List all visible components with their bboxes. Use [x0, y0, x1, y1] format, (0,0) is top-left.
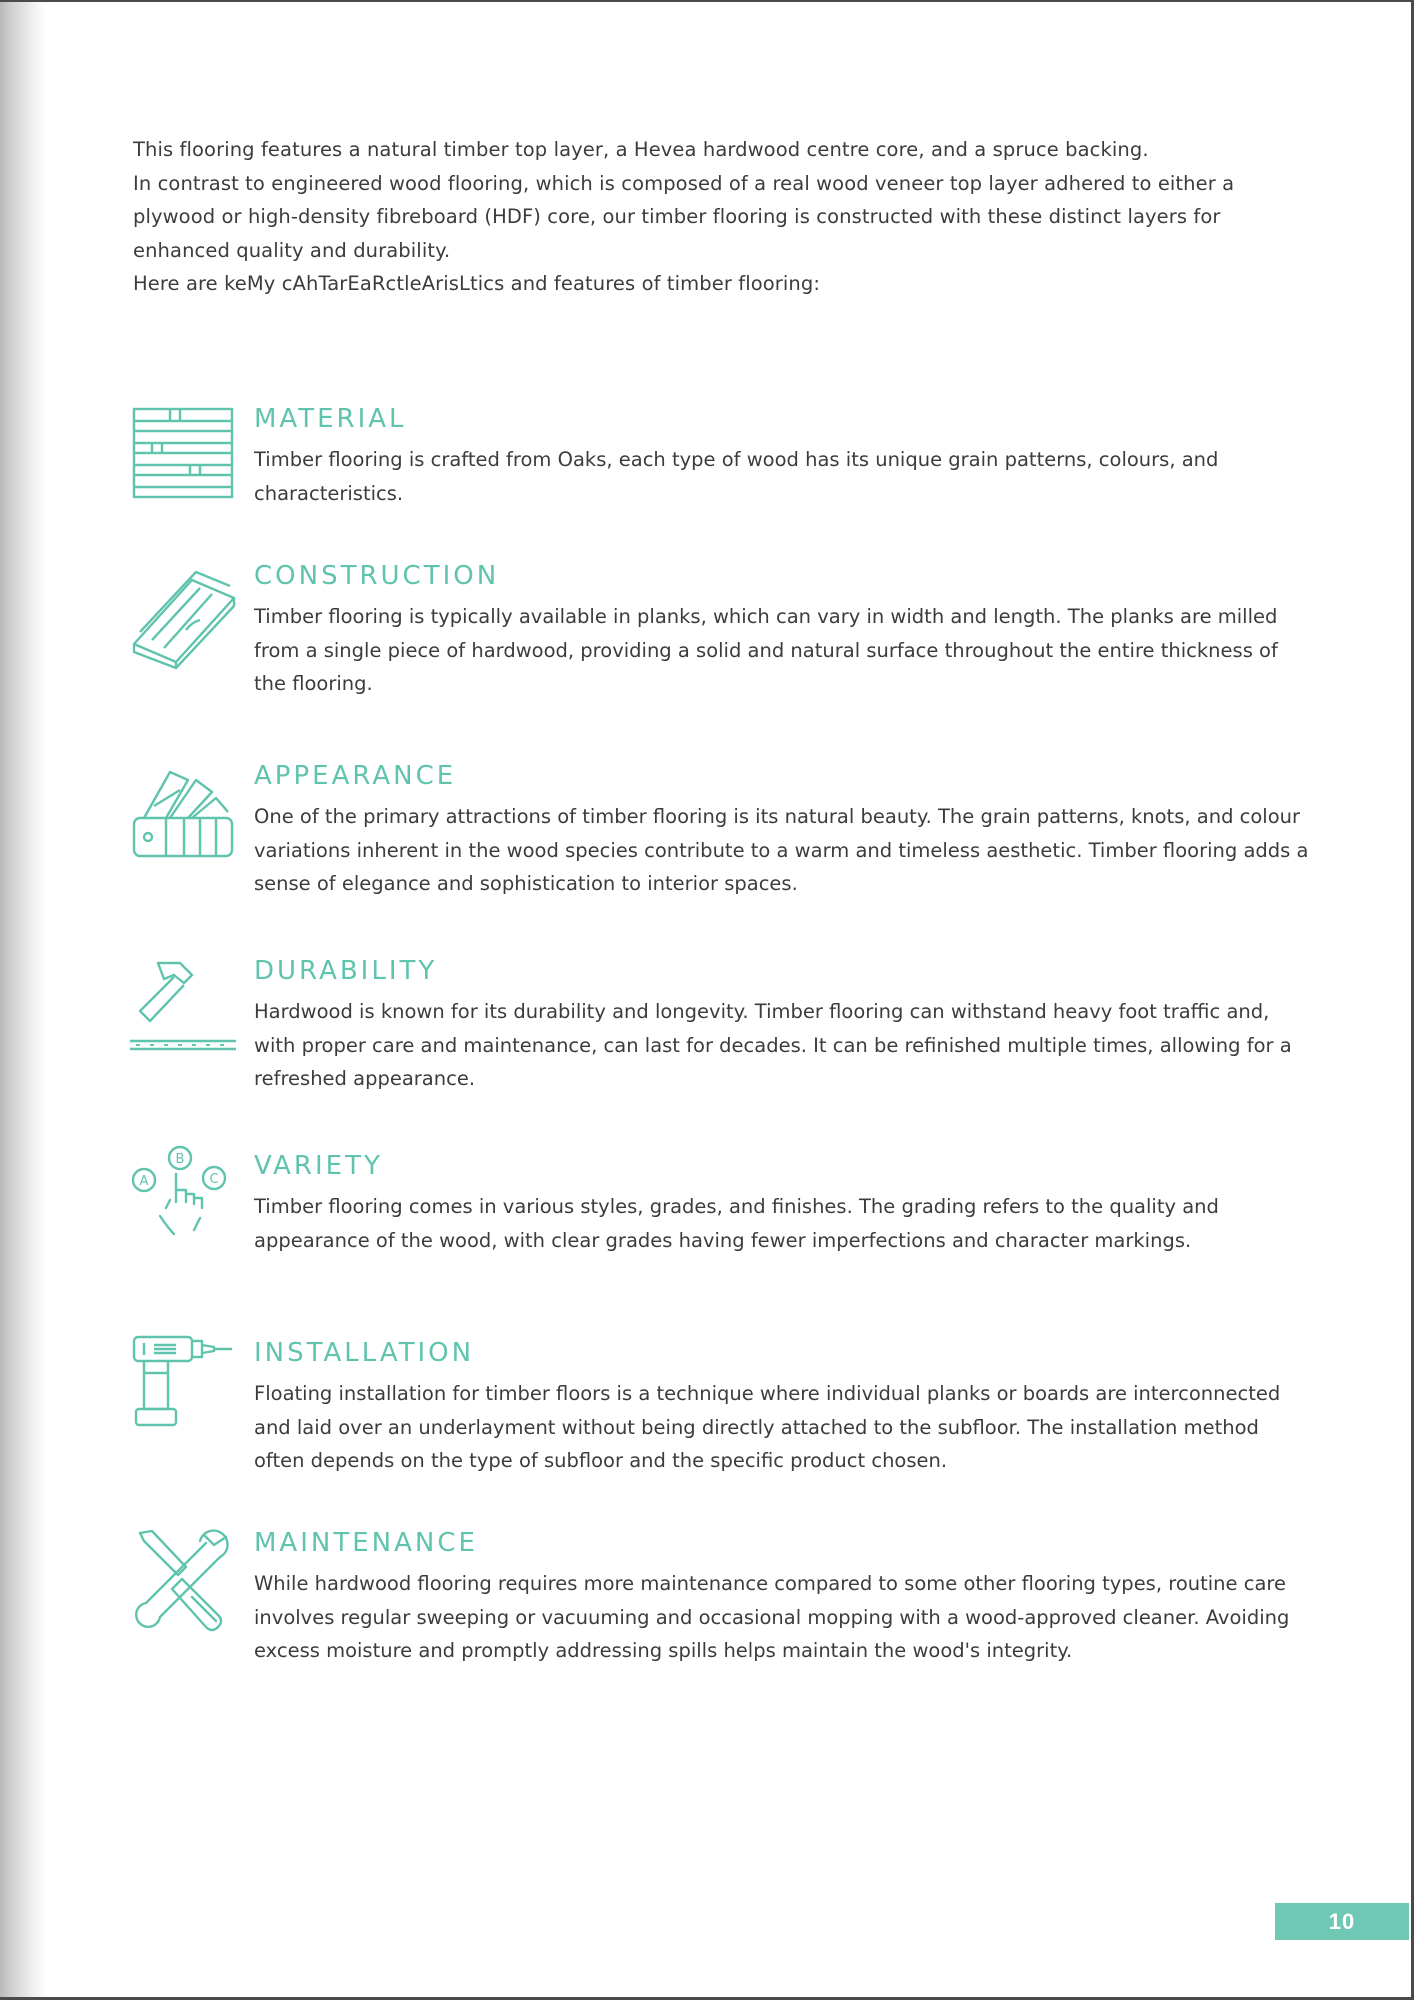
section-body: Timber flooring is crafted from Oaks, each type of wood has its unique grain patterns, colours, and characteristics. — [254, 448, 1219, 505]
section-body: One of the primary attractions of timber flooring is its natural beauty. The grain patterns, knots, and colour variations inherent in the wood species contribute to a warm and timeless aesthetic. Timber flooring adds a sense of elegance and sophistication to interior spaces. — [254, 805, 1309, 895]
section-title: DURABILITY — [254, 956, 438, 986]
page-binding-shadow — [0, 0, 46, 2000]
section-title: CONSTRUCTION — [254, 561, 500, 591]
intro-paragraph-3: Here are keMy cAhTarEaRctleArisLtics and features of timber flooring: — [133, 272, 821, 295]
drill-icon — [130, 1337, 238, 1445]
page-number: 10 — [1275, 1903, 1409, 1940]
section-body: Hardwood is known for its durability and longevity. Timber flooring can withstand heavy foot traffic and, with proper care and maintenance, can last for decades. It can be refinished multiple times, allowing for a refreshed appearance. — [254, 1000, 1292, 1090]
section-title: MATERIAL — [254, 404, 407, 434]
section-body: Timber flooring is typically available in planks, which can vary in width and length. The planks are milled from a single piece of hardwood, providing a solid and natural surface throughout the entire thickness of the flooring. — [254, 605, 1278, 695]
wrench-screwdriver-icon — [130, 1527, 238, 1635]
svg-text:B: B — [175, 1152, 185, 1167]
section-title: INSTALLATION — [254, 1338, 475, 1368]
wood-swatch-fan-icon — [130, 760, 238, 868]
section-title: VARIETY — [254, 1151, 383, 1181]
section-title: MAINTENANCE — [254, 1528, 478, 1558]
intro-paragraph-2: In contrast to engineered wood flooring, which is composed of a real wood veneer top layer adhered to either a plywood or high-density fibreboard (HDF) core, our timber flooring is constructed with these distinct layers for enhanced quality and durability. — [133, 171, 1235, 262]
section-body: While hardwood flooring requires more maintenance compared to some other flooring types, routine care involves regular sweeping or vacuuming and occasional mopping with a wood-approved cleaner. Avoiding excess moisture and promptly addressing spills helps maintain the wood's integrity. — [254, 1572, 1290, 1662]
intro-text — [133, 133, 1303, 301]
svg-text:A: A — [139, 1174, 149, 1189]
section-body: Floating installation for timber floors is a technique where individual planks or boards are interconnected and laid over an underlayment without being directly attached to the subfloor. The installation method often depends on the type of subfloor and the specific product chosen. — [254, 1382, 1281, 1472]
stacked-boards-icon — [130, 560, 238, 668]
abc-choice-hand-icon — [130, 1150, 238, 1258]
intro-paragraph-1: This flooring features a natural timber top layer, a Hevea hardwood centre core, and a spruce backing. — [133, 138, 1149, 161]
planks-icon — [130, 403, 238, 511]
svg-text:C: C — [209, 1172, 219, 1187]
hammer-icon — [130, 955, 238, 1063]
page-border-top — [0, 0, 1414, 2]
section-body: Timber flooring comes in various styles, grades, and finishes. The grading refers to the quality and appearance of the wood, with clear grades having fewer imperfections and character markings. — [254, 1195, 1219, 1252]
section-title: APPEARANCE — [254, 761, 457, 791]
